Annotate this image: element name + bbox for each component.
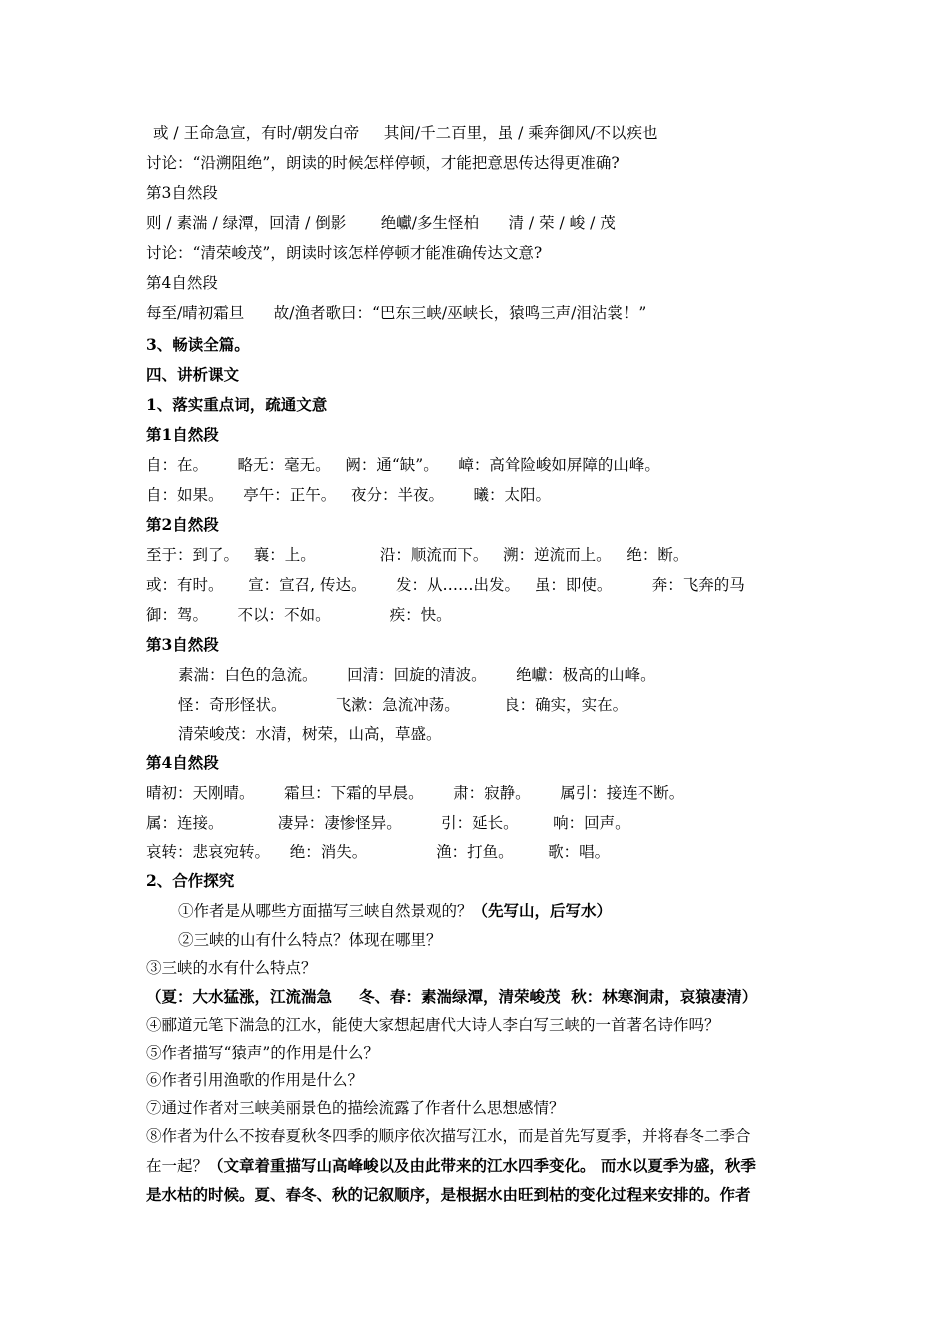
question-line: ④郦道元笔下湍急的江水，能使大家想起唐代大诗人李白写三峡的一首著名诗作吗？ xyxy=(146,1016,720,1034)
section-label: 第4自然段 xyxy=(146,274,218,292)
question-line: ③三峡的水有什么特点？ xyxy=(146,959,317,977)
text-line: 或 / 王命急宣，有时/朝发白帝 其间/千二百里，虽 / 乘奔御风/不以疾也 xyxy=(153,124,658,142)
vocab-line: 晴初：天刚晴。 霜旦：下霜的早晨。 肃：寂静。 属引：接连不断。 xyxy=(146,784,685,802)
answer-line: （夏：大水猛涨，江流湍急 冬、春：素湍绿潭，清荣峻茂 秋：林寒涧肃，哀猿凄清） xyxy=(146,987,758,1006)
paragraph-label: 第3自然段 xyxy=(146,635,219,654)
section-label: 第3自然段 xyxy=(146,184,218,202)
text-line: 每至/晴初霜旦 故/渔者歌曰：“巴东三峡/巫峡长，猿鸣三声/泪沾裳！” xyxy=(146,304,647,322)
question-line: ⑦通过作者对三峡美丽景色的描绘流露了作者什么思想感情？ xyxy=(146,1099,565,1117)
vocab-line: 御：驾。 不以：不如。 疾：快。 xyxy=(146,606,452,624)
vocab-line: 哀转：悲哀宛转。 绝：消失。 渔：打鱼。 歌：唱。 xyxy=(146,843,611,861)
question-text: ①作者是从哪些方面描写三峡自然景观的？ xyxy=(178,902,473,920)
subsection-heading: 1、落实重点词，疏通文意 xyxy=(146,395,328,414)
question-text: 在一起？ xyxy=(146,1157,209,1175)
question-line: ②三峡的山有什么特点？体现在哪里？ xyxy=(178,931,442,949)
vocab-line: 自：在。 略无：毫无。 阙：通“缺”。 嶂：高耸险峻如屏障的山峰。 xyxy=(146,456,660,474)
vocab-line: 属：连接。 凄异：凄惨怪异。 引：延长。 响：回声。 xyxy=(146,814,631,832)
vocab-line: 自：如果。 亭午：正午。 夜分：半夜。 曦：太阳。 xyxy=(146,486,552,504)
question-line xyxy=(146,1156,756,1176)
vocab-line: 或：有时。 宣：宣召, 传达。 发：从……出发。 虽：即使。 奔：飞奔的马 xyxy=(146,576,745,594)
section-heading: 四、讲析课文 xyxy=(146,365,240,384)
vocab-line: 怪：奇形怪状。 飞漱：急流冲荡。 良：确实，实在。 xyxy=(178,696,629,714)
question-line: ⑤作者描写“猿声”的作用是什么？ xyxy=(146,1044,379,1062)
vocab-line: 素湍：白色的急流。 回清：回旋的清波。 绝巘：极高的山峰。 xyxy=(178,666,656,684)
question-line: ⑧作者为什么不按春夏秋冬四季的顺序依次描写江水，而是首先写夏季，并将春冬二季合 xyxy=(146,1127,751,1145)
subsection-heading: 2、合作探究 xyxy=(146,871,235,890)
answer-line: 是水枯的时候。夏、春冬、秋的记叙顺序，是根据水由旺到枯的变化过程来安排的。作者 xyxy=(146,1185,751,1204)
vocab-line: 至于：到了。 襄：上。 沿：顺流而下。 溯：逆流而上。 绝：断。 xyxy=(146,546,689,564)
text-line: 则 / 素湍 / 绿潭，回清 / 倒影 绝巘/多生怪柏 清 / 荣 / 峻 / 茂 xyxy=(146,214,616,232)
question-line: ⑥作者引用渔歌的作用是什么？ xyxy=(146,1071,364,1089)
text-line: 讨论：“清荣峻茂”，朗读时该怎样停顿才能准确传达文意? xyxy=(146,244,543,262)
paragraph-label: 第1自然段 xyxy=(146,425,219,444)
answer-text: （先写山，后写水） xyxy=(472,901,613,920)
vocab-line: 清荣峻茂：水清，树荣，山高，草盛。 xyxy=(178,725,442,743)
paragraph-label: 第2自然段 xyxy=(146,515,219,534)
question-line xyxy=(178,901,612,921)
answer-text: （文章着重描写山高峰峻以及由此带来的江水四季变化。 而水以夏季为盛，秋季 xyxy=(208,1156,756,1175)
step-heading: 3、畅读全篇。 xyxy=(146,335,250,354)
paragraph-label: 第4自然段 xyxy=(146,753,219,772)
text-line: 讨论：“沿溯阻绝”，朗读的时候怎样停顿，才能把意思传达得更准确? xyxy=(146,154,620,172)
